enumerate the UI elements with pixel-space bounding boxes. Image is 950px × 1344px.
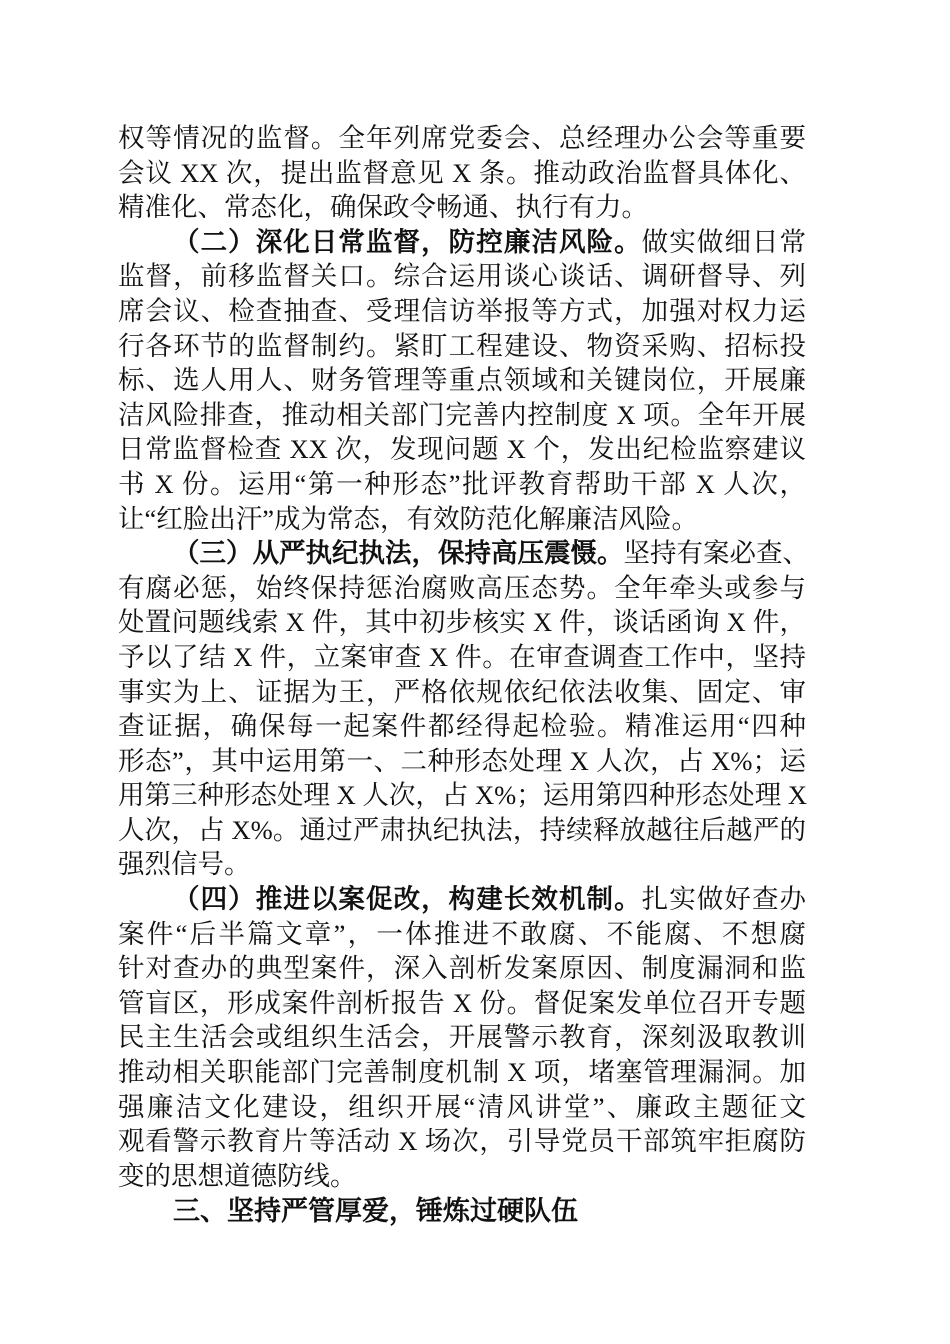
paragraph-line xyxy=(118,121,806,156)
paragraph-line xyxy=(118,882,806,917)
paragraph-text: 观看警示教育片等活动 X 场次，引导党员干部筑牢拒腐防 xyxy=(118,1126,806,1157)
paragraph-text: 做实做细日常 xyxy=(641,226,807,257)
section-heading: 三、坚持严管厚爱，锤炼过硬队伍 xyxy=(173,1196,578,1228)
paragraph-line xyxy=(118,398,806,433)
paragraph-line xyxy=(118,259,806,294)
paragraph-line xyxy=(118,329,806,364)
paragraph-line xyxy=(118,432,806,467)
paragraph-line xyxy=(118,847,806,882)
paragraph-line xyxy=(118,1124,806,1159)
paragraph-text: 用第三种形态处理 X 人次，占 X%；运用第四种形态处理 X xyxy=(118,780,807,811)
paragraph-line xyxy=(118,467,806,502)
paragraph-line xyxy=(118,1090,806,1125)
paragraph-text: 精准化、常态化，确保政令畅通、执行有力。 xyxy=(118,192,648,223)
paragraph-line xyxy=(118,363,806,398)
paragraph-text: 书 X 份。运用“第一种形态”批评教育帮助干部 X 人次， xyxy=(118,468,806,499)
paragraph-line xyxy=(118,951,806,986)
paragraph-line xyxy=(118,1159,806,1194)
paragraph-line xyxy=(118,225,806,260)
paragraph-line xyxy=(118,986,806,1021)
paragraph-text: 席会议、检查抽查、受理信访举报等方式，加强对权力运 xyxy=(118,295,806,326)
paragraph-line xyxy=(118,156,806,191)
paragraph-line xyxy=(118,1020,806,1055)
paragraph-text: 行各环节的监督制约。紧盯工程建设、物资采购、招标投 xyxy=(118,330,806,361)
paragraph-line xyxy=(118,536,809,571)
paragraph-text: 权等情况的监督。全年列席党委会、总经理办公会等重要 xyxy=(118,123,806,153)
paragraph-text: 扎实做好查办 xyxy=(641,884,807,915)
paragraph-text: 予以了结 X 件，立案审查 X 件。在审查调查工作中，坚持 xyxy=(118,641,806,672)
paragraph-text: 处置问题线索 X 件，其中初步核实 X 件，谈话函询 X 件， xyxy=(118,607,806,638)
paragraph-line xyxy=(118,294,806,329)
paragraph-text: 管盲区，形成案件剖析报告 X 份。督促案发单位召开专题 xyxy=(118,987,806,1018)
paragraph-text: 标、选人用人、财务管理等重点领域和关键岗位，开展廉 xyxy=(118,365,806,396)
document-page xyxy=(118,121,809,1230)
subsection-heading: （三）从严执纪执法，保持高压震慑。 xyxy=(173,538,624,569)
paragraph-text: 强廉洁文化建设，组织开展“清风讲堂”、廉政主题征文 xyxy=(118,1091,806,1122)
paragraph-line xyxy=(118,917,806,952)
paragraph-text: 监督，前移监督关口。综合运用谈心谈话、调研督导、列 xyxy=(118,261,806,292)
paragraph-text: 人次，占 X%。通过严肃执纪执法，持续释放越往后越严的 xyxy=(118,814,806,845)
paragraph-text: 事实为上、证据为王，严格依规依纪依法收集、固定、审 xyxy=(118,676,806,707)
paragraph-text: 洁风险排查，推动相关部门完善内控制度 X 项。全年开展 xyxy=(118,399,806,430)
paragraph-text: 有腐必惩，始终保持惩治腐败高压态势。全年牵头或参与 xyxy=(118,572,806,603)
paragraph-text: 形态”，其中运用第一、二种形态处理 X 人次，占 X%；运 xyxy=(118,745,806,776)
paragraph-line xyxy=(118,605,806,640)
paragraph-line xyxy=(118,1055,806,1090)
paragraph-text: 民主生活会或组织生活会，开展警示教育，深刻汲取教训 xyxy=(118,1022,806,1053)
paragraph-text: 强烈信号。 xyxy=(118,849,251,880)
subsection-heading: （四）推进以案促改，构建长效机制。 xyxy=(173,884,642,915)
paragraph-line xyxy=(118,640,806,675)
paragraph-text: 推动相关职能部门完善制度机制 X 项，堵塞管理漏洞。加 xyxy=(118,1057,806,1088)
paragraph-line xyxy=(118,571,806,606)
paragraph-line xyxy=(118,190,806,225)
paragraph-text: 会议 XX 次，提出监督意见 X 条。推动政治监督具体化、 xyxy=(118,157,806,188)
paragraph-text: 日常监督检查 XX 次，发现问题 X 个，发出纪检监察建议 xyxy=(118,434,806,465)
paragraph-line xyxy=(118,502,806,537)
subsection-heading: （二）深化日常监督，防控廉洁风险。 xyxy=(173,226,642,257)
paragraph-text: 变的思想道德防线。 xyxy=(118,1160,357,1191)
paragraph-text: 查证据，确保每一起案件都经得起检验。精准运用“四种 xyxy=(118,711,806,742)
paragraph-text: 案件“后半篇文章”，一体推进不敢腐、不能腐、不想腐 xyxy=(118,918,806,949)
paragraph-line xyxy=(118,778,806,813)
paragraph-text: 坚持有案必查、 xyxy=(623,538,809,569)
paragraph-line xyxy=(118,813,806,848)
paragraph-line xyxy=(118,744,806,779)
paragraph-text: 针对查办的典型案件，深入剖析发案原因、制度漏洞和监 xyxy=(118,953,806,984)
paragraph-line xyxy=(118,709,806,744)
paragraph-line xyxy=(118,675,806,710)
paragraph-text: 让“红脸出汗”成为常态，有效防范化解廉洁风险。 xyxy=(118,503,699,534)
